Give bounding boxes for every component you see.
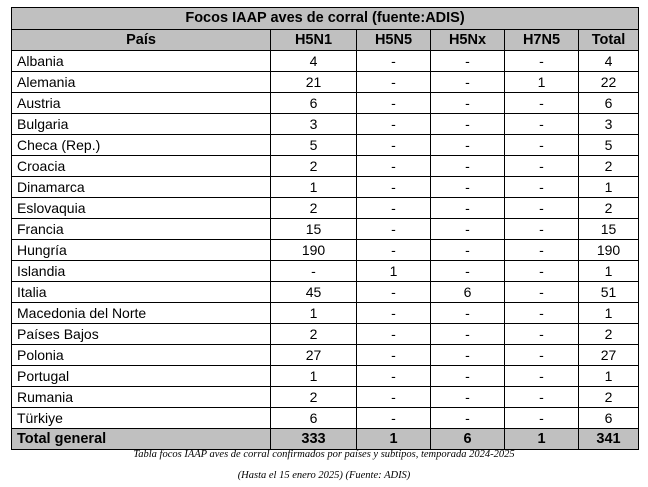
cell-h5n1: 2: [271, 324, 357, 345]
cell-h5n5: -: [357, 366, 431, 387]
table-row: [12, 261, 639, 282]
cell-h5nx: -: [431, 177, 505, 198]
table-row: [12, 219, 639, 240]
cell-h5n5: -: [357, 324, 431, 345]
cell-h5n5: -: [357, 408, 431, 429]
cell-country: Croacia: [12, 156, 271, 177]
cell-h5n5: -: [357, 72, 431, 93]
cell-h7n5: -: [505, 366, 579, 387]
cell-h7n5: -: [505, 324, 579, 345]
cell-country: Dinamarca: [12, 177, 271, 198]
total-h5n1: 333: [271, 429, 357, 450]
header-country: País: [12, 30, 271, 51]
cell-h5n5: -: [357, 93, 431, 114]
outbreak-table-container: [11, 7, 638, 450]
cell-country: Eslovaquia: [12, 198, 271, 219]
cell-h5n1: 27: [271, 345, 357, 366]
cell-total: 15: [579, 219, 639, 240]
cell-h7n5: -: [505, 219, 579, 240]
cell-h5nx: 6: [431, 282, 505, 303]
cell-h7n5: -: [505, 345, 579, 366]
cell-h5nx: -: [431, 303, 505, 324]
cell-h5n5: -: [357, 282, 431, 303]
table-row: [12, 72, 639, 93]
cell-total: 22: [579, 72, 639, 93]
cell-total: 1: [579, 261, 639, 282]
cell-h7n5: -: [505, 135, 579, 156]
cell-total: 2: [579, 156, 639, 177]
table-header-row: [12, 30, 639, 51]
cell-h5nx: -: [431, 387, 505, 408]
cell-h7n5: -: [505, 303, 579, 324]
cell-country: Portugal: [12, 366, 271, 387]
cell-country: Checa (Rep.): [12, 135, 271, 156]
cell-h5n1: 15: [271, 219, 357, 240]
table-row: [12, 408, 639, 429]
table-row: [12, 345, 639, 366]
cell-h5nx: -: [431, 135, 505, 156]
cell-h7n5: -: [505, 261, 579, 282]
cell-h5nx: -: [431, 93, 505, 114]
cell-h7n5: -: [505, 387, 579, 408]
cell-h5n1: 21: [271, 72, 357, 93]
cell-h5n5: -: [357, 240, 431, 261]
cell-total: 1: [579, 177, 639, 198]
cell-country: Macedonia del Norte: [12, 303, 271, 324]
header-h7n5: H7N5: [505, 30, 579, 51]
cell-h5n5: -: [357, 51, 431, 72]
cell-h5n5: 1: [357, 261, 431, 282]
table-row: [12, 198, 639, 219]
cell-h7n5: 1: [505, 72, 579, 93]
cell-total: 3: [579, 114, 639, 135]
cell-country: Italia: [12, 282, 271, 303]
cell-total: 2: [579, 198, 639, 219]
cell-country: Alemania: [12, 72, 271, 93]
cell-h5n1: 45: [271, 282, 357, 303]
table-title-row: [12, 8, 639, 30]
cell-h5n1: 190: [271, 240, 357, 261]
table-row: [12, 135, 639, 156]
cell-h7n5: -: [505, 51, 579, 72]
cell-h5n1: 1: [271, 303, 357, 324]
cell-h5n1: -: [271, 261, 357, 282]
total-total: 341: [579, 429, 639, 450]
cell-h5n5: -: [357, 303, 431, 324]
cell-h5n5: -: [357, 156, 431, 177]
cell-h5n5: -: [357, 135, 431, 156]
total-label: Total general: [12, 429, 271, 450]
cell-h5nx: -: [431, 261, 505, 282]
cell-total: 1: [579, 366, 639, 387]
cell-h5n5: -: [357, 114, 431, 135]
header-h5nx: H5Nx: [431, 30, 505, 51]
cell-country: Islandia: [12, 261, 271, 282]
table-row: [12, 366, 639, 387]
cell-h5nx: -: [431, 156, 505, 177]
table-row: [12, 114, 639, 135]
table-row: [12, 324, 639, 345]
table-row: [12, 387, 639, 408]
table-row: [12, 156, 639, 177]
cell-h5n1: 2: [271, 198, 357, 219]
header-h5n5: H5N5: [357, 30, 431, 51]
cell-h5n1: 2: [271, 156, 357, 177]
cell-total: 5: [579, 135, 639, 156]
table-row: [12, 177, 639, 198]
cell-h5n1: 5: [271, 135, 357, 156]
cell-total: 2: [579, 387, 639, 408]
table-row: [12, 51, 639, 72]
cell-h5n1: 6: [271, 408, 357, 429]
cell-h5n5: -: [357, 198, 431, 219]
cell-h5nx: -: [431, 72, 505, 93]
cell-total: 4: [579, 51, 639, 72]
cell-total: 6: [579, 408, 639, 429]
cell-total: 1: [579, 303, 639, 324]
cell-h7n5: -: [505, 408, 579, 429]
cell-h5n5: -: [357, 387, 431, 408]
table-row: [12, 303, 639, 324]
header-h5n1: H5N1: [271, 30, 357, 51]
cell-country: Bulgaria: [12, 114, 271, 135]
cell-h5nx: -: [431, 366, 505, 387]
cell-h5nx: -: [431, 219, 505, 240]
cell-country: Austria: [12, 93, 271, 114]
total-row: [12, 429, 639, 450]
cell-h5n5: -: [357, 177, 431, 198]
cell-total: 2: [579, 324, 639, 345]
cell-h5nx: -: [431, 408, 505, 429]
cell-h5n1: 3: [271, 114, 357, 135]
cell-total: 51: [579, 282, 639, 303]
cell-h5n1: 1: [271, 366, 357, 387]
cell-h5n5: -: [357, 219, 431, 240]
total-h7n5: 1: [505, 429, 579, 450]
cell-country: Países Bajos: [12, 324, 271, 345]
cell-h5nx: -: [431, 240, 505, 261]
cell-country: Hungría: [12, 240, 271, 261]
caption-line-1: Tabla focos IAAP aves de corral confirmados por países y subtipos, temporada 2024-2025: [133, 449, 515, 460]
table-row: [12, 93, 639, 114]
cell-total: 27: [579, 345, 639, 366]
header-total: Total: [579, 30, 639, 51]
outbreak-table: [11, 7, 639, 450]
cell-country: Rumania: [12, 387, 271, 408]
cell-h7n5: -: [505, 156, 579, 177]
cell-h7n5: -: [505, 198, 579, 219]
cell-h5n1: 6: [271, 93, 357, 114]
cell-h5n1: 1: [271, 177, 357, 198]
cell-h5nx: -: [431, 114, 505, 135]
cell-h5n1: 4: [271, 51, 357, 72]
cell-country: Polonia: [12, 345, 271, 366]
cell-h5nx: -: [431, 198, 505, 219]
total-h5nx: 6: [431, 429, 505, 450]
cell-total: 190: [579, 240, 639, 261]
cell-h7n5: -: [505, 282, 579, 303]
cell-h5nx: -: [431, 324, 505, 345]
cell-h5n1: 2: [271, 387, 357, 408]
cell-h5nx: -: [431, 51, 505, 72]
cell-country: Albania: [12, 51, 271, 72]
table-title: Focos IAAP aves de corral (fuente:ADIS): [12, 8, 639, 30]
cell-total: 6: [579, 93, 639, 114]
cell-country: Francia: [12, 219, 271, 240]
total-h5n5: 1: [357, 429, 431, 450]
cell-h7n5: -: [505, 114, 579, 135]
table-row: [12, 282, 639, 303]
cell-country: Türkiye: [12, 408, 271, 429]
table-row: [12, 240, 639, 261]
cell-h7n5: -: [505, 93, 579, 114]
cell-h7n5: -: [505, 240, 579, 261]
caption-line-2: (Hasta el 15 enero 2025) (Fuente: ADIS): [237, 470, 411, 481]
cell-h5n5: -: [357, 345, 431, 366]
cell-h5nx: -: [431, 345, 505, 366]
cell-h7n5: -: [505, 177, 579, 198]
